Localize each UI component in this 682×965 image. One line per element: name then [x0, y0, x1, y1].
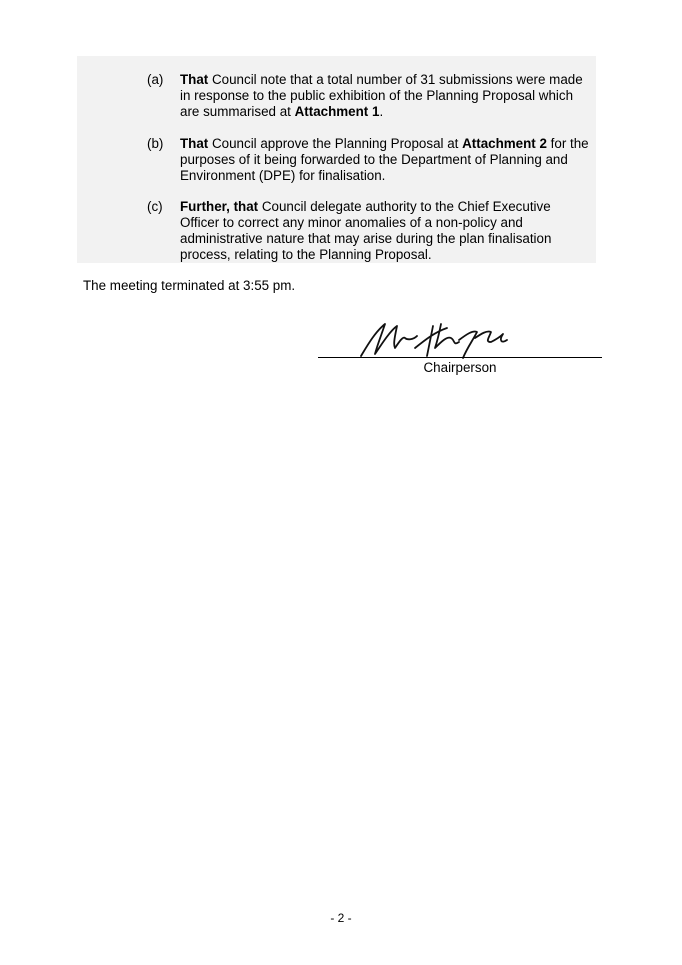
signature-line	[318, 357, 602, 358]
item-body-end: .	[379, 104, 384, 119]
handwritten-signature-icon	[355, 318, 535, 360]
item-lead: That	[180, 136, 209, 151]
item-text	[180, 72, 590, 120]
item-lead: Further, that	[180, 199, 259, 214]
item-body: Council delegate authority to the Chief Executive Officer to correct any minor anomalies of a non-policy and administrative nature that may arise during the plan finalisation process, relating to the Planning Proposal.	[180, 199, 552, 262]
item-label: (b)	[147, 136, 164, 151]
attachment-reference: Attachment 1	[294, 104, 380, 119]
item-body: Council note that a total number of 31 submissions were made in response to the public exhibition of the Planning Proposal which are summarised at	[180, 72, 583, 119]
item-label: (a)	[147, 72, 164, 87]
signature-caption: Chairperson	[423, 360, 497, 375]
meeting-closing-statement: The meeting terminated at 3:55 pm.	[83, 278, 296, 293]
item-body: Council approve the Planning Proposal at	[208, 136, 463, 151]
page-number: - 2 -	[330, 911, 352, 925]
item-lead: That	[180, 72, 209, 87]
item-text	[180, 199, 590, 263]
item-body-end: for the purposes of it being forwarded to the Department of Planning and Environment (DPE) for finalisation.	[180, 136, 589, 183]
item-text	[180, 136, 590, 184]
item-label: (c)	[147, 199, 163, 214]
attachment-reference: Attachment 2	[462, 136, 547, 151]
